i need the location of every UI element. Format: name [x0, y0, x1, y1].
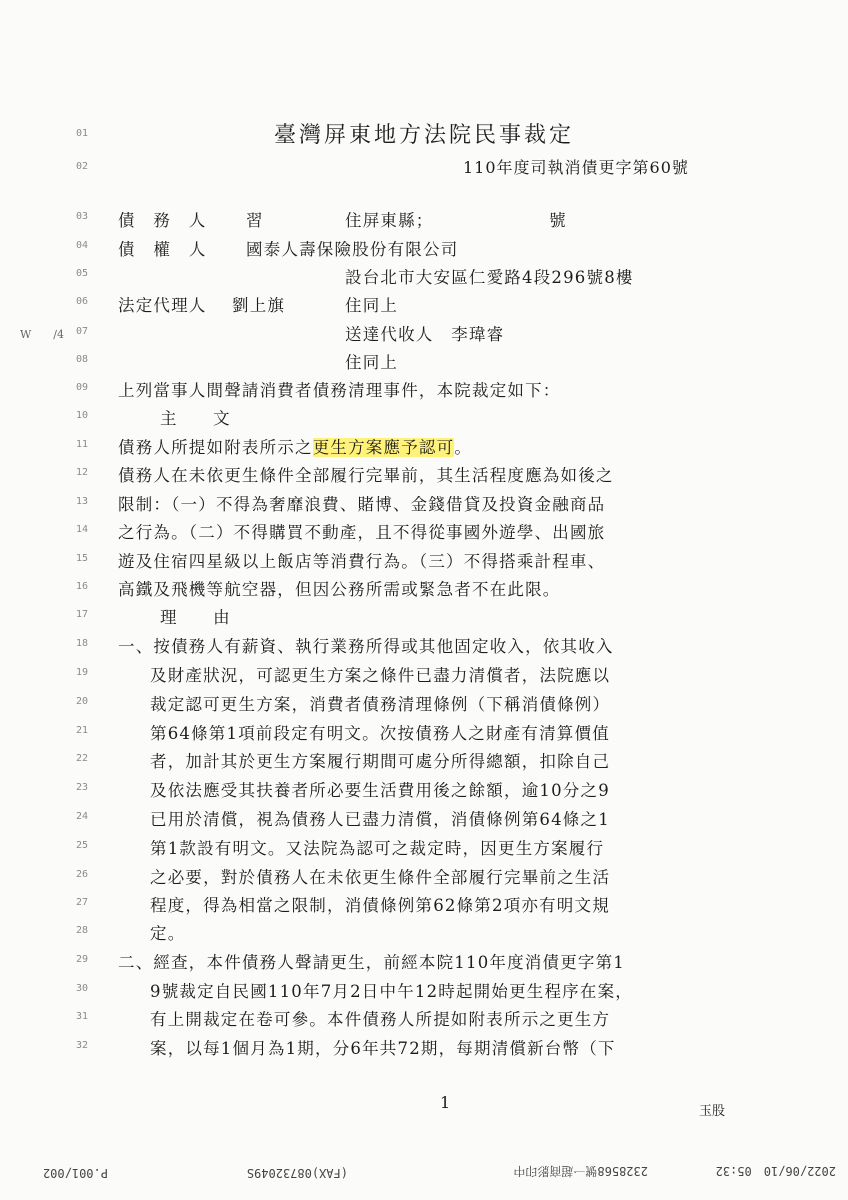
case-number: 110年度司執消債更字第60號: [463, 158, 689, 177]
line-number: 32: [75, 1040, 89, 1051]
debtor-name: 習: [246, 211, 264, 230]
reason-line: 及依法應受其扶養者所必要生活費用後之餘額，逾10分之9: [150, 781, 610, 800]
line-number: 16: [75, 581, 89, 592]
reason-heading: 理 由: [160, 608, 231, 627]
reason-line: 定。: [150, 924, 186, 943]
creditor-label: 債 權 人: [118, 240, 207, 259]
main-line: 之行為。（二）不得購買不動產，且不得從事國外遊學、出國旅: [118, 523, 606, 542]
reason-line: 程度，得為相當之限制，消債條例第62條第2項亦有明文規: [150, 896, 610, 915]
line-number: 13: [75, 496, 89, 507]
line-number: 14: [75, 524, 89, 535]
line-number: 24: [75, 811, 89, 822]
main-heading: 主 文: [160, 409, 231, 428]
line-number: 22: [75, 753, 89, 764]
main-line: 遊及住宿四星級以上飯店等消費行為。（三）不得搭乘計程車、: [118, 552, 606, 571]
line-number: 18: [75, 638, 89, 649]
main-line: 債務人在未依更生條件全部履行完畢前，其生活程度應為如後之: [118, 466, 614, 485]
fax-page: P.001/002: [42, 1166, 108, 1180]
creditor-address: 設台北市大安區仁愛路4段296號8樓: [345, 268, 634, 287]
service-agent: 送達代收人 李瑋睿: [345, 325, 505, 344]
representative-name: 劉上旗: [232, 296, 286, 315]
reason-line: 已用於清償，視為債務人已盡力清償，消債條例第64條之1: [150, 810, 610, 829]
reason-line: 裁定認可更生方案，消費者債務清理條例（下稱消債條例）: [150, 695, 611, 714]
line-number: 11: [75, 439, 89, 450]
line-number: 21: [75, 725, 89, 736]
line-number: 25: [75, 840, 89, 851]
service-agent-address: 住同上: [345, 353, 399, 372]
reason-line: 及財產狀況，可認更生方案之條件已盡力清償者，法院應以: [150, 666, 611, 685]
line-number: 15: [75, 553, 89, 564]
reason-line: 第1款設有明文。又法院為認可之裁定時，因更生方案履行: [150, 839, 605, 858]
line-number: 01: [75, 128, 89, 139]
reason-line: 第64條第1項前段定有明文。次按債務人之財產有清算價值: [150, 724, 610, 743]
main-line: 限制：（一）不得為奢靡浪費、賭博、金錢借貸及投資金融商品: [118, 495, 606, 514]
line-number: 17: [75, 609, 89, 620]
line-number: 26: [75, 869, 89, 880]
line-number: 09: [75, 382, 89, 393]
reason-line: 一、按債務人有薪資、執行業務所得或其他固定收入，依其收入: [118, 637, 614, 656]
line-number: 02: [75, 161, 89, 172]
line-number: 28: [75, 925, 89, 936]
line-number: 08: [75, 354, 89, 365]
main-line-start: 債務人所提如附表所示之: [118, 438, 313, 457]
reason-line: 案，以每1個月為1期，分6年共72期，每期清償新台幣（下: [150, 1039, 616, 1058]
line-number: 05: [75, 268, 89, 279]
debtor-address: 住屏東縣； 號: [345, 211, 567, 230]
margin-mark: W /4: [20, 328, 65, 341]
fax-header: [0, 1148, 848, 1200]
reason-line: 者，加計其於更生方案履行期間可處分所得總額，扣除自己: [150, 752, 611, 771]
fax-datetime: 2022/06/10 05:32: [715, 1164, 836, 1178]
line-number: 23: [75, 782, 89, 793]
reason-line: 二、經查，本件債務人聲請更生，前經本院110年度消債更字第1: [118, 953, 625, 972]
line-number: 19: [75, 667, 89, 678]
creditor-name: 國泰人壽保險股份有限公司: [246, 240, 459, 259]
line-number: 10: [75, 410, 89, 421]
line-number: 31: [75, 1011, 89, 1022]
fax-sender: 2328568號一超商影印中: [513, 1164, 648, 1178]
document-title: 臺灣屏東地方法院民事裁定: [273, 123, 574, 148]
representative-label: 法定代理人: [118, 296, 207, 315]
main-line-end: 。: [454, 438, 473, 457]
debtor-label: 債 務 人: [118, 211, 207, 230]
representative-address: 住同上: [345, 296, 399, 315]
line-number: 20: [75, 696, 89, 707]
line-number: 07: [75, 326, 89, 337]
intro-line: 上列當事人間聲請消費者債務清理事件，本院裁定如下：: [118, 381, 561, 400]
main-line: [118, 434, 472, 458]
line-number: 30: [75, 983, 89, 994]
line-number: 06: [75, 296, 89, 307]
reason-line: 9號裁定自民國110年7月2日中午12時起開始更生程序在案，: [150, 982, 633, 1001]
page-number: 1: [440, 1093, 451, 1112]
fax-number: (FAX)08732049S: [246, 1166, 348, 1180]
main-line: 高鐵及飛機等航空器，但因公務所需或緊急者不在此限。: [118, 580, 561, 599]
line-number: 03: [75, 211, 89, 222]
line-number: 27: [75, 897, 89, 908]
reason-line: 之必要，對於債務人在未依更生條件全部履行完畢前之生活: [150, 868, 611, 887]
reason-line: 有上開裁定在卷可參。本件債務人所提如附表所示之更生方: [150, 1010, 611, 1029]
highlighted-ruling: 更生方案應予認可: [312, 438, 455, 457]
line-number: 29: [75, 954, 89, 965]
court-division: 玉股: [699, 1104, 726, 1119]
line-number: 12: [75, 467, 89, 478]
line-number: 04: [75, 240, 89, 251]
